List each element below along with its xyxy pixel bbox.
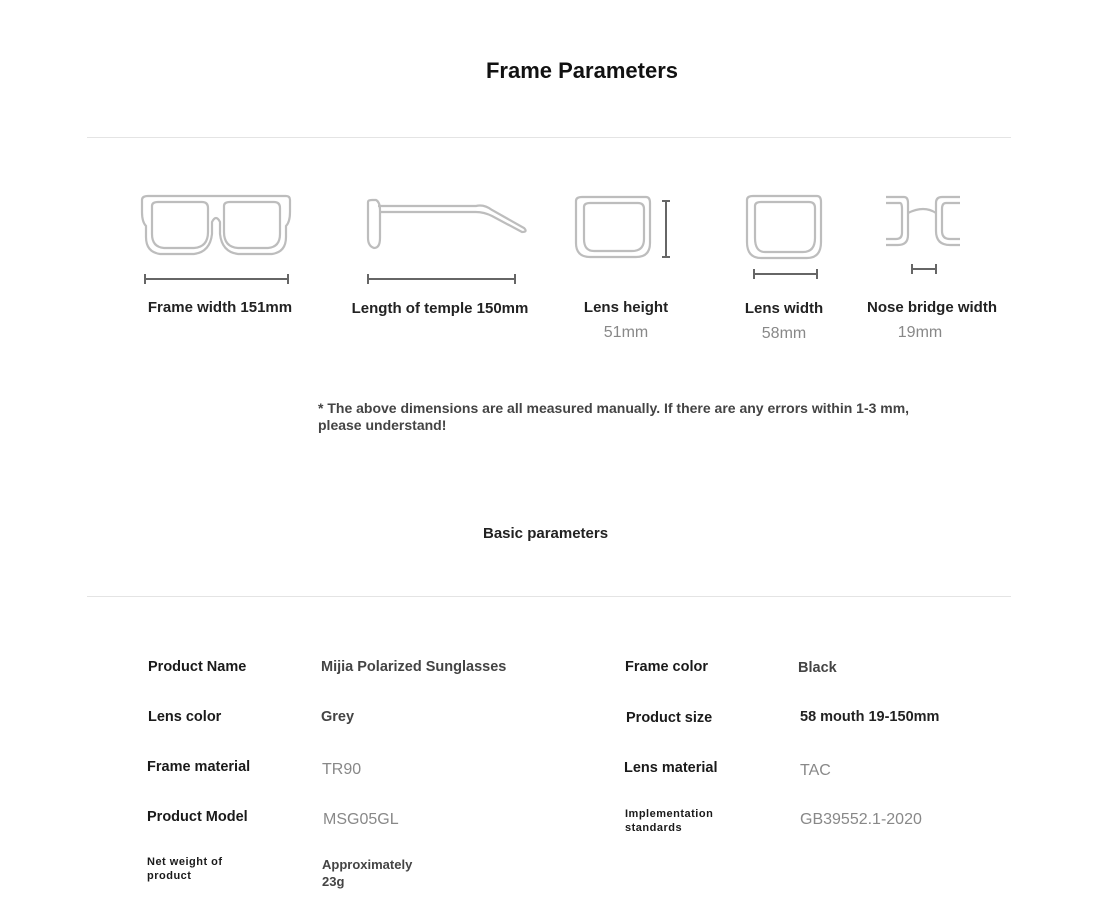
param-label-implementation-standards: Implementation standards (625, 808, 714, 834)
lens-height-label: Lens height (583, 299, 669, 316)
param-value-implementation-standards: GB39552.1-2020 (800, 811, 922, 828)
param-value-lens-material: TAC (800, 762, 831, 779)
lens-width-label: Lens width (744, 300, 824, 317)
param-label-net-weight: Net weight of product (147, 856, 223, 882)
front-view-glasses-icon (140, 192, 292, 287)
frame-width-label: Frame width 151mm (147, 299, 293, 316)
lens-height-icon (574, 195, 674, 261)
nose-bridge-label: Nose bridge width (866, 299, 997, 316)
divider (87, 596, 1011, 597)
lens-width-value: 58mm (761, 325, 807, 342)
divider (87, 137, 1011, 138)
param-value-product-size: 58 mouth 19-150mm (800, 709, 940, 725)
param-value-frame-color: Black (798, 660, 837, 676)
param-value-lens-color: Grey (321, 709, 355, 725)
basic-parameters-title: Basic parameters (483, 525, 609, 542)
param-label-frame-color: Frame color (625, 659, 708, 675)
nose-bridge-value: 19mm (897, 324, 943, 341)
param-label-lens-color: Lens color (148, 709, 222, 725)
param-value-product-name: Mijia Polarized Sunglasses (321, 659, 507, 675)
measurement-note: * The above dimensions are all measured manually. If there are any errors within 1-3 mm, please understand! (318, 400, 910, 433)
param-label-frame-material: Frame material (147, 759, 251, 775)
param-label-product-name: Product Name (148, 659, 247, 675)
param-value-net-weight: Approximately 23g (322, 857, 413, 889)
param-value-product-model: MSG05GL (323, 811, 399, 828)
temple-length-label: Length of temple 150mm (351, 300, 529, 317)
side-view-temple-icon (364, 198, 530, 288)
param-label-product-size: Product size (626, 710, 713, 726)
param-label-product-model: Product Model (147, 809, 248, 825)
lens-width-icon (745, 194, 825, 282)
param-value-frame-material: TR90 (322, 761, 362, 778)
lens-height-value: 51mm (603, 324, 649, 341)
page-title: Frame Parameters (485, 58, 678, 83)
param-label-lens-material: Lens material (624, 760, 718, 776)
nose-bridge-icon (884, 195, 964, 277)
